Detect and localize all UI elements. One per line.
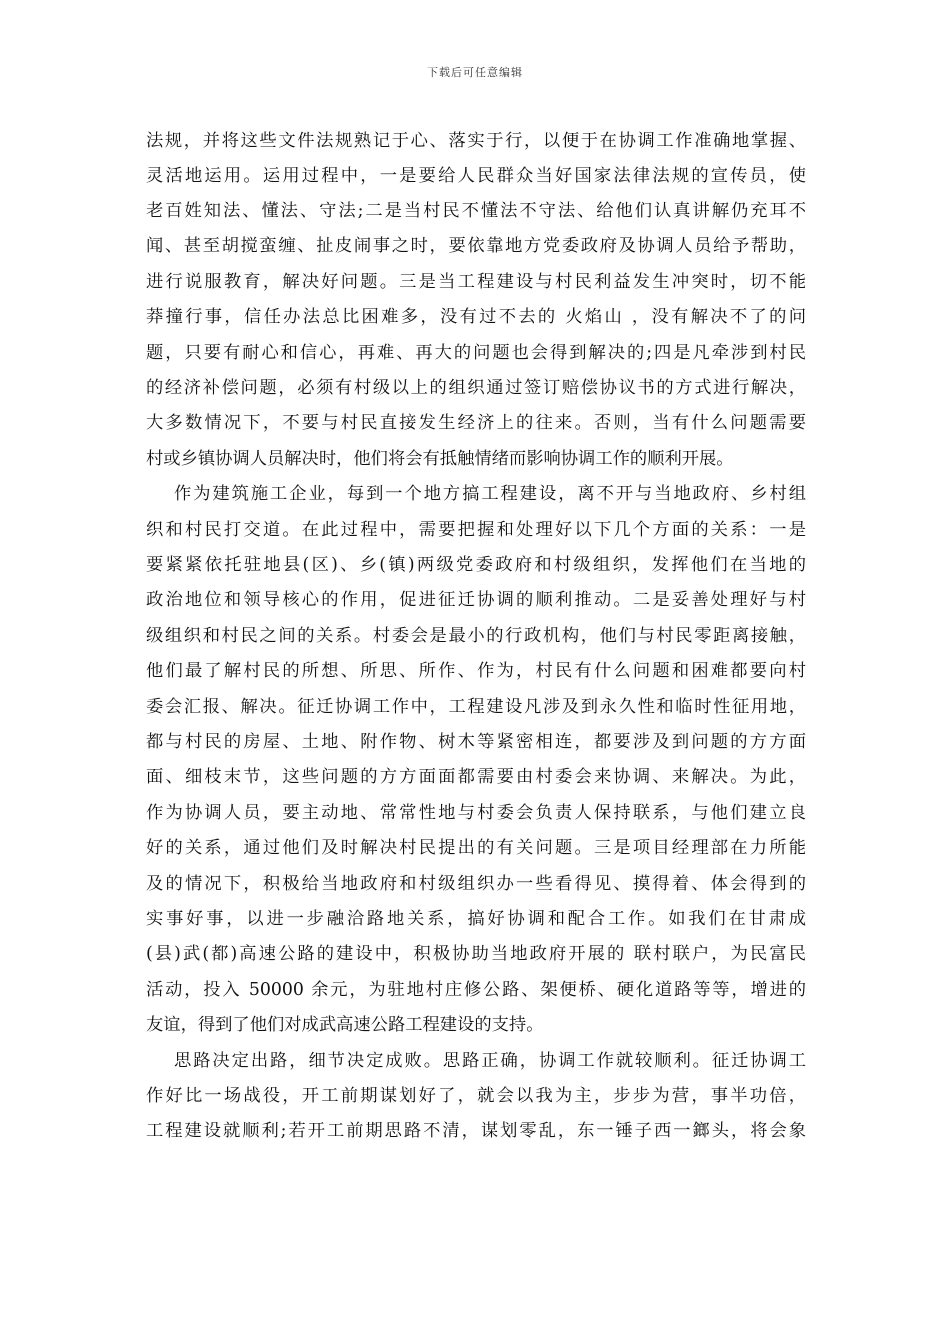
text-line: 题，只要有耐心和信心，再难、再大的问题也会得到解决的;四是凡牵涉到村民	[146, 343, 806, 363]
paragraph-first-line: 作为建筑施工企业，每到一个地方搞工程建设，离不开与当地政府、乡村组	[174, 484, 806, 504]
text-line: 实事好事，以进一步融洽路地关系，搞好协调和配合工作。如我们在甘肃成	[146, 909, 806, 929]
text-line: 政治地位和领导核心的作用，促进征迁协调的顺利推动。二是妥善处理好与村	[146, 590, 806, 610]
paragraph-first-line: 思路决定出路，细节决定成败。思路正确，协调工作就较顺利。征迁协调工	[174, 1051, 806, 1071]
text-line: 村或乡镇协调人员解决时，他们将会有抵触情绪而影响协调工作的顺利开展。	[146, 449, 734, 469]
text-line: 好的关系，通过他们及时解决村民提出的有关问题。三是项目经理部在力所能	[146, 838, 806, 858]
text-line: 都与村民的房屋、土地、附作物、树木等紧密相连，都要涉及到问题的方方面	[146, 732, 806, 752]
text-line: 的经济补偿问题，必须有村级以上的组织通过签订赔偿协议书的方式进行解决，	[146, 378, 806, 398]
text-line: 老百姓知法、懂法、守法;二是当村民不懂法不守法、给他们认真讲解仍充耳不	[146, 201, 806, 221]
text-line: 闻、甚至胡搅蛮缠、扯皮闹事之时，要依靠地方党委政府及协调人员给予帮助，	[146, 236, 806, 256]
text-line: 进行说服教育，解决好问题。三是当工程建设与村民利益发生冲突时，切不能	[146, 272, 806, 292]
text-line: (县)武(都)高速公路的建设中，积极协助当地政府开展的 联村联户，为民富民	[146, 944, 806, 964]
text-line: 织和村民打交道。在此过程中，需要把握和处理好以下几个方面的关系：一是	[146, 520, 806, 540]
text-line: 级组织和村民之间的关系。村委会是最小的行政机构，他们与村民零距离接触，	[146, 626, 806, 646]
text-line: 灵活地运用。运用过程中，一是要给人民群众当好国家法律法规的宣传员，使	[146, 166, 806, 186]
text-line: 委会汇报、解决。征迁协调工作中，工程建设凡涉及到永久性和临时性征用地，	[146, 697, 806, 717]
text-line: 法规，并将这些文件法规熟记于心、落实于行，以便于在协调工作准确地掌握、	[146, 131, 806, 151]
text-line: 工程建设就顺利;若开工前期思路不清，谋划零乱，东一锤子西一鎯头，将会象	[146, 1121, 806, 1141]
text-line: 面、细枝末节，这些问题的方方面面都需要由村委会来协调、来解决。为此，	[146, 767, 806, 787]
page-header: 下载后可任意编辑	[427, 66, 523, 79]
text-line: 活动，投入 50000 余元，为驻地村庄修公路、架便桥、硬化道路等等，增进的	[146, 980, 806, 1000]
text-line: 作好比一场战役，开工前期谋划好了，就会以我为主，步步为营，事半功倍，	[146, 1086, 806, 1106]
text-line: 他们最了解村民的所想、所思、所作、作为，村民有什么问题和困难都要向村	[146, 661, 806, 681]
text-line: 友谊，得到了他们对成武高速公路工程建设的支持。	[146, 1015, 544, 1035]
text-line: 要紧紧依托驻地县(区)、乡(镇)两级党委政府和村级组织，发挥他们在当地的	[146, 555, 806, 575]
text-line: 作为协调人员，要主动地、常常性地与村委会负责人保持联系，与他们建立良	[146, 803, 806, 823]
text-line: 大多数情况下，不要与村民直接发生经济上的往来。否则，当有什么问题需要	[146, 413, 806, 433]
text-line: 莽撞行事，信任办法总比困难多，没有过不去的 火焰山 ，没有解决不了的问	[146, 307, 806, 327]
text-line: 及的情况下，积极给当地政府和村级组织办一些看得见、摸得着、体会得到的	[146, 874, 806, 894]
